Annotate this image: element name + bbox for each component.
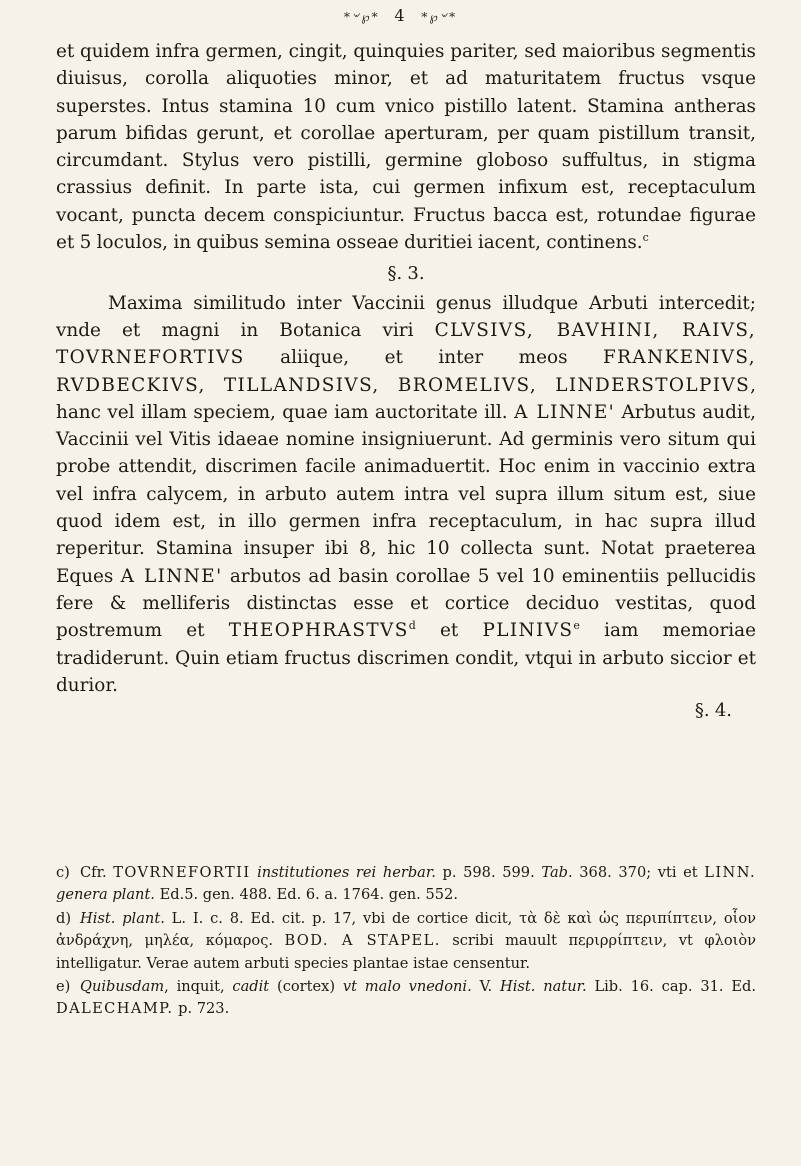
footnote-ref-e: e [573, 619, 580, 633]
footnote-e-label: e) [56, 978, 71, 996]
footnote-e-title: Quibusdam [80, 978, 165, 996]
p2-author-plinius: PLINIVS [482, 620, 574, 642]
header-ornament-left: *৺℘* [343, 10, 380, 24]
footnote-d-title: Hist. plant. [80, 909, 165, 927]
footnote-ref-c: c [642, 230, 649, 244]
footnote-e-text-2: (cortex) [269, 978, 343, 996]
footnote-c [56, 862, 756, 907]
footnote-d-label: d) [56, 909, 72, 927]
paragraph-1-text: et quidem infra germen, cingit, quinquies pariter, sed maioribus segmentis diuisus, corolla aliquoties minor, et ad maturitatem fructus vsque superstes. Intus stamina 10 cum vnico pistillo latent. Stamina antheras parum bifidas gerunt, et corollae aperturam, per quam pistillum transit, circumdant. Stylus vero pistilli, germine globoso suffultus, in stigma crassius definit. In parte ista, cui germen infixum est, receptaculum vocant, puncta decem conspiciuntur. Fructus bacca est, rotundae figurae et 5 loculos, in quibus semina osseae duritiei iacent, continens. [56, 41, 756, 254]
p2-author-linne-1: A LINNE' [514, 401, 616, 423]
p2-authors-2: FRANKENIVS, RVDBECKIVS, TILLANDSIVS, BROMELIVS, LINDERSTOLPIVS [56, 347, 756, 396]
footnote-c-title-2: genera plant. [56, 886, 155, 904]
footnote-c-title: institutiones rei herbar. [257, 864, 436, 881]
footnote-d [56, 908, 756, 975]
p2-authors-1: CLVSIVS, BAVHINI, RAIVS, TOVRNEFORTIVS [56, 319, 757, 369]
footnote-e-title-4: Hist. natur. [500, 978, 587, 996]
footnote-e-author: DALECHAMP. [56, 1000, 174, 1018]
footnote-d-text: L. I. c. 8. Ed. cit. p. 17, vbi de cortice dicit, τὰ δὲ καὶ ὡς περιπίπτειν, οἷον ἀνδράχνη, μηλέα, κόμαρος. [56, 909, 757, 950]
p2-text-7: iam memoriae tradiderunt. Quin etiam fructus discrimen condit, vtqui in arbuto siccior et durior. [56, 620, 756, 696]
p2-text-4: Arbutus audit, Vaccinii vel Vitis idaeae nomine insigniuerunt. Ad germinis vero situm qui probe attendit, discrimen facile animaduertit. Hoc enim in vaccinio extra vel infra calycem, in arbuto autem intra vel supra illum situm est, siue quod idem est, in illo germen infra receptaculum, in hac supra illud reperitur. Stamina insuper ibi 8, hic 10 collecta sunt. Notat praeterea Eques [56, 401, 757, 587]
p2-text-6: et [415, 620, 483, 642]
p2-text-3: , hanc vel illam speciem, quae iam auctoritate ill. [56, 374, 756, 423]
footnote-d-author: BOD. A STAPEL. [284, 932, 441, 950]
footnote-e-text-3: V. [471, 978, 501, 996]
footnote-d-rest: scribi mauult περιρρίπτειν, vt φλοιὸν intelligatur. Verae autem arbuti species plantae istae censentur. [56, 932, 757, 972]
footnotes [56, 862, 756, 1022]
p2-author-linne-2: A LINNE' [120, 565, 223, 587]
footnote-c-rest: 368. 370; vti et [572, 864, 705, 881]
footnote-e-title-3: vt malo vnedoni. [342, 978, 472, 996]
footnote-e-text-5: p. 723. [173, 1000, 230, 1018]
section-heading-3: §. 3. [387, 263, 425, 285]
page-number: 4 [394, 6, 407, 25]
header-ornament-right: *℘৺* [421, 10, 458, 24]
footnote-c-author-2: LINN. [704, 864, 756, 881]
p2-text-2: aliique, et inter meos [244, 347, 604, 369]
catchword-next-section: §. 4. [694, 700, 732, 722]
footnote-c-text: Cfr. [80, 864, 114, 881]
footnote-c-tab: Tab. [541, 864, 573, 881]
footnote-ref-d: d [408, 619, 416, 633]
footnote-c-pages: p. 598. 599. [435, 864, 542, 881]
paragraph-2 [56, 290, 756, 699]
footnote-e-text-4: Lib. 16. cap. 31. Ed. [586, 978, 756, 996]
footnote-e [56, 976, 756, 1021]
running-header [0, 6, 801, 29]
footnote-e-text-1: , inquit, [164, 978, 233, 996]
footnote-c-author: TOVRNEFORTII [113, 864, 251, 881]
main-text [56, 38, 756, 724]
paragraph-1 [56, 38, 756, 256]
footnote-c-label: c) [56, 864, 70, 881]
p2-text-1: Maxima similitudo inter Vaccinii genus illudque Arbuti intercedit; vnde et magni in Botanica viri [56, 292, 756, 341]
footnote-c-rest-2: Ed.5. gen. 488. Ed. 6. a. 1764. gen. 552. [154, 886, 458, 904]
footnote-e-title-2: cadit [232, 978, 270, 996]
p2-text-5: arbutos ad basin corollae 5 vel 10 eminentiis pellucidis fere & melliferis distinctas esse et cortice deciduo vestitas, quod postremum et [56, 565, 756, 642]
p2-author-theophrastus: THEOPHRASTVS [228, 620, 409, 642]
